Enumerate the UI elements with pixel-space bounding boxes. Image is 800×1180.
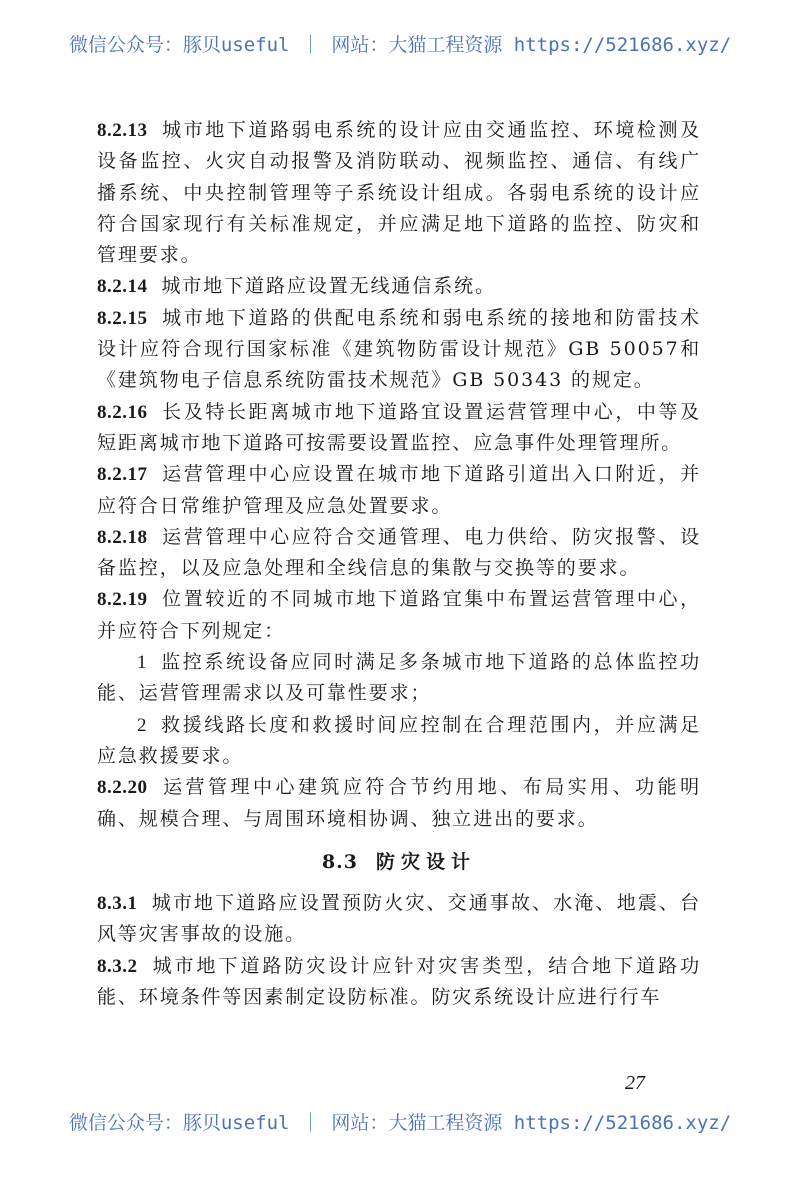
clause-8-2-16 bbox=[97, 397, 701, 460]
clause-8-3-2 bbox=[97, 951, 701, 1014]
clause-8-3-1 bbox=[97, 888, 701, 951]
watermark-footer: 微信公众号：豚贝useful ｜ 网站：大猫工程资源 https://521686.xyz/ bbox=[68, 1112, 732, 1134]
section-number: 8.3 bbox=[321, 850, 359, 873]
clause-8-2-18 bbox=[97, 522, 701, 585]
clause-number: 8.2.16 bbox=[97, 401, 148, 423]
clause-8-2-17 bbox=[97, 459, 701, 522]
clause-number: 8.3.1 bbox=[97, 893, 138, 915]
clause-8-2-15 bbox=[97, 303, 701, 397]
item-number: 1 bbox=[137, 652, 149, 674]
clause-8-2-13 bbox=[97, 115, 701, 271]
clause-text: 长及特长距离城市地下道路宜设置运营管理中心，中等及短距离城市地下道路可按需要设置监控、应急事件处理管理所。 bbox=[97, 400, 701, 454]
section-title: 防灾设计 bbox=[376, 850, 477, 873]
clause-text: 城市地下道路弱电系统的设计应由交通监控、环境检测及设备监控、火灾自动报警及消防联动、视频监控、通信、有线广播系统、中央控制管理等子系统设计组成。各弱电系统的设计应符合国家现行有关标准规定，并应满足地下道路的监控、防灾和管理要求。 bbox=[97, 119, 701, 267]
clause-text: 城市地下道路应设置无线通信系统。 bbox=[161, 275, 496, 298]
clause-number: 8.2.19 bbox=[97, 589, 148, 611]
clause-text: 运营管理中心应设置在城市地下道路引道出入口附近，并应符合日常维护管理及应急处置要求。 bbox=[97, 463, 701, 517]
clause-number: 8.2.17 bbox=[97, 464, 148, 486]
clause-number: 8.2.18 bbox=[97, 526, 148, 548]
page-number: 27 bbox=[625, 1072, 645, 1094]
clause-number: 8.2.13 bbox=[97, 120, 148, 141]
clause-text: 城市地下道路防灾设计应针对灾害类型，结合地下道路功能、环境条件等因素制定设防标准。防灾系统设计应进行行车 bbox=[97, 954, 701, 1009]
clause-number: 8.2.15 bbox=[97, 307, 148, 329]
clause-8-2-14 bbox=[97, 271, 701, 302]
list-item bbox=[97, 647, 701, 710]
item-text: 救援线路长度和救援时间应控制在合理范围内，并应满足应急救援要求。 bbox=[97, 713, 701, 767]
clause-number: 8.3.2 bbox=[97, 955, 138, 977]
clause-text: 城市地下道路应设置预防火灾、交通事故、水淹、地震、台风等灾害事故的设施。 bbox=[97, 892, 701, 946]
clause-8-2-19 bbox=[97, 584, 701, 647]
clause-8-2-20 bbox=[97, 772, 701, 835]
watermark-header: 微信公众号：豚贝useful ｜ 网站：大猫工程资源 https://521686.xyz/ bbox=[68, 34, 732, 56]
clause-number: 8.2.20 bbox=[97, 777, 148, 799]
item-number: 2 bbox=[137, 714, 149, 736]
section-heading bbox=[97, 847, 701, 878]
clause-text: 运营管理中心建筑应符合节约用地、布局实用、功能明确、规模合理、与周围环境相协调、独立进出的要求。 bbox=[97, 776, 701, 830]
clause-text: 城市地下道路的供配电系统和弱电系统的接地和防雷技术设计应符合现行国家标准《建筑物防雷设计规范》GB 50057和《建筑物电子信息系统防雷技术规范》GB 50343 的规定。 bbox=[97, 306, 701, 392]
document-body bbox=[97, 115, 701, 1013]
list-item bbox=[97, 710, 701, 773]
item-text: 监控系统设备应同时满足多条城市地下道路的总体监控功能、运营管理需求以及可靠性要求； bbox=[97, 651, 701, 705]
clause-text: 运营管理中心应符合交通管理、电力供给、防灾报警、设备监控，以及应急处理和全线信息的集散与交换等的要求。 bbox=[97, 525, 701, 580]
clause-text: 位置较近的不同城市地下道路宜集中布置运营管理中心，并应符合下列规定： bbox=[97, 588, 701, 642]
clause-number: 8.2.14 bbox=[97, 276, 148, 298]
